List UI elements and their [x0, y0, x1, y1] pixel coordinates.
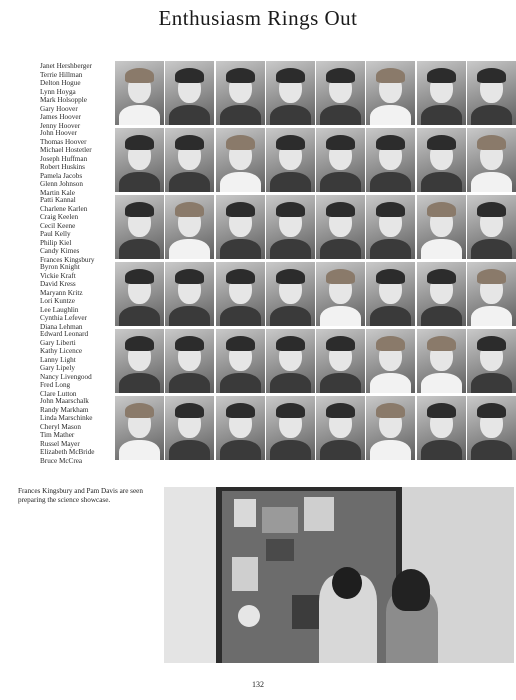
student-name: Craig Keelen [40, 213, 79, 221]
student-portrait [366, 61, 415, 125]
portrait-body [421, 239, 462, 259]
student-name: Byron Knight [40, 263, 80, 271]
student-portrait [467, 195, 516, 259]
portrait-hair [125, 403, 154, 418]
poster [292, 595, 322, 629]
portrait-body [370, 105, 411, 125]
portrait-hair [175, 135, 204, 150]
student-portrait [467, 128, 516, 192]
student-portrait [417, 396, 466, 460]
name-list [40, 397, 114, 465]
student-portrait [115, 329, 164, 393]
student-portrait [165, 195, 214, 259]
student-name: Philip Kiel [40, 238, 72, 247]
portrait-body [320, 373, 361, 393]
student-name: Tim Mather [40, 431, 75, 439]
student-name: Jenny Hoover [40, 121, 81, 130]
portrait-hair [427, 202, 456, 217]
portrait-body [471, 172, 512, 192]
student-name: Gary Hoover [40, 104, 78, 113]
page-number: 132 [252, 680, 264, 689]
portrait-body [270, 172, 311, 192]
student-portrait [216, 262, 265, 326]
student-name: John Maarschalk [40, 397, 89, 405]
portrait-body [421, 373, 462, 393]
portrait-hair [226, 403, 255, 418]
student-name: John Hoover [40, 129, 77, 137]
portrait-body [471, 306, 512, 326]
portrait-hair [175, 403, 204, 418]
student-name: Lori Kuntze [40, 297, 75, 305]
student-name: Randy Markham [40, 405, 89, 414]
portrait-body [119, 172, 160, 192]
student-portrait [417, 128, 466, 192]
portrait-hair [276, 68, 305, 83]
student-portrait [165, 396, 214, 460]
portrait-hair [326, 269, 355, 284]
portrait-hair [427, 68, 456, 83]
student-name: Russel Mayer [40, 439, 80, 448]
portrait-body [220, 172, 261, 192]
photo-caption: Frances Kingsbury and Pam Davis are seen preparing the science showcase. [18, 487, 143, 504]
student-portrait [266, 128, 315, 192]
student-portrait [115, 61, 164, 125]
portrait-body [169, 373, 210, 393]
portrait-hair [477, 336, 506, 351]
student-portrait [417, 262, 466, 326]
portrait-row [115, 396, 516, 460]
portrait-body [320, 306, 361, 326]
student-portrait [467, 329, 516, 393]
portrait-body [270, 440, 311, 460]
name-list [40, 330, 114, 398]
student-name: Janet Hershberger [40, 62, 92, 70]
portrait-hair [477, 202, 506, 217]
portrait-body [119, 306, 160, 326]
student-portrait [316, 128, 365, 192]
student-name: Robert Huskins [40, 163, 85, 171]
poster [232, 557, 258, 591]
portrait-body [320, 105, 361, 125]
portrait-hair [376, 403, 405, 418]
student-portrait [165, 61, 214, 125]
poster [304, 497, 334, 531]
portrait-body [370, 239, 411, 259]
portrait-hair [427, 269, 456, 284]
portrait-body [370, 306, 411, 326]
student-name: Lee Laughlin [40, 305, 79, 314]
student-name: Diana Lehman [40, 322, 83, 331]
portrait-body [220, 373, 261, 393]
poster [266, 539, 294, 561]
portrait-body [421, 105, 462, 125]
name-list [40, 129, 114, 197]
portrait-hair [226, 269, 255, 284]
portrait-row [115, 128, 516, 192]
student-portrait [417, 329, 466, 393]
portrait-body [169, 440, 210, 460]
name-list [40, 263, 114, 331]
student-portrait [216, 128, 265, 192]
portrait-body [471, 440, 512, 460]
portrait-row [115, 61, 516, 125]
student-portrait [266, 195, 315, 259]
student-portrait [366, 396, 415, 460]
student-portrait [316, 396, 365, 460]
student-portrait [165, 262, 214, 326]
portrait-body [169, 105, 210, 125]
globe-model [238, 605, 260, 627]
student-name: Bruce McCrea [40, 456, 83, 465]
portrait-hair [376, 135, 405, 150]
portrait-body [220, 239, 261, 259]
portrait-body [270, 306, 311, 326]
portrait-body [471, 373, 512, 393]
portrait-hair [276, 269, 305, 284]
student-portrait [366, 195, 415, 259]
student-name: Thomas Hoover [40, 137, 87, 146]
student-name: James Hoover [40, 113, 81, 121]
student-name: Clare Lutton [40, 389, 77, 398]
student-head [392, 569, 430, 611]
portrait-hair [125, 68, 154, 83]
portrait-body [270, 105, 311, 125]
portrait-hair [175, 336, 204, 351]
portrait-body [320, 440, 361, 460]
portrait-body [169, 172, 210, 192]
portrait-hair [477, 403, 506, 418]
portrait-hair [175, 68, 204, 83]
student-portrait [366, 329, 415, 393]
student-portrait [417, 61, 466, 125]
portrait-hair [125, 336, 154, 351]
portrait-hair [326, 202, 355, 217]
student-portrait [266, 396, 315, 460]
portrait-hair [125, 202, 154, 217]
portrait-body [169, 306, 210, 326]
student-name: Michael Hostetler [40, 146, 92, 154]
student-portrait [115, 262, 164, 326]
student-name: Nancy Livengood [40, 372, 92, 381]
portrait-body [471, 105, 512, 125]
student-name: Terrie Hillman [40, 70, 83, 79]
portrait-hair [226, 202, 255, 217]
portrait-hair [326, 403, 355, 418]
student-portrait [216, 396, 265, 460]
student-name: Maryann Kritz [40, 288, 83, 297]
name-list [40, 62, 114, 130]
portrait-body [270, 373, 311, 393]
portrait-row [115, 195, 516, 259]
student-portrait [165, 329, 214, 393]
student-portrait [165, 128, 214, 192]
portrait-hair [125, 135, 154, 150]
portrait-body [220, 440, 261, 460]
student-portrait [467, 61, 516, 125]
portrait-body [119, 239, 160, 259]
student-portrait [266, 329, 315, 393]
student-portrait [316, 61, 365, 125]
student-name: Charlene Karlen [40, 204, 88, 213]
student-name: Cynthia Lefever [40, 314, 87, 322]
student-name: Edward Leonard [40, 330, 89, 338]
portrait-body [119, 105, 160, 125]
portrait-body [421, 172, 462, 192]
student-name: Gary Lipely [40, 364, 75, 372]
portrait-hair [175, 269, 204, 284]
portrait-hair [376, 269, 405, 284]
wall-left [164, 487, 216, 663]
student-portrait [216, 195, 265, 259]
portrait-row [115, 262, 516, 326]
portrait-body [370, 373, 411, 393]
student-portrait [216, 61, 265, 125]
student-name: Lynn Hoyga [40, 87, 76, 96]
student-name: David Kress [40, 280, 76, 288]
portrait-hair [326, 336, 355, 351]
portrait-hair [477, 269, 506, 284]
student-portrait [366, 128, 415, 192]
portrait-body [320, 239, 361, 259]
student-name: Gary Liberti [40, 338, 76, 347]
portrait-hair [276, 202, 305, 217]
student-portrait [417, 195, 466, 259]
portrait-hair [376, 68, 405, 83]
student-name: Linda Marschinke [40, 414, 93, 422]
portrait-hair [477, 68, 506, 83]
portrait-hair [427, 135, 456, 150]
student-portrait [266, 61, 315, 125]
portrait-body [270, 239, 311, 259]
portrait-body [119, 440, 160, 460]
student-name: Delton Hogue [40, 79, 81, 87]
student-portrait [467, 262, 516, 326]
portrait-body [220, 306, 261, 326]
portrait-hair [427, 336, 456, 351]
portrait-hair [427, 403, 456, 418]
student-portrait [266, 262, 315, 326]
portrait-body [471, 239, 512, 259]
student-name: Lanny Light [40, 355, 76, 364]
portrait-hair [226, 135, 255, 150]
student-name: Martin Kale [40, 188, 75, 197]
student-head [332, 567, 362, 599]
student-name: Patti Kannal [40, 196, 76, 204]
student-portrait [467, 396, 516, 460]
portrait-body [421, 306, 462, 326]
student-name: Cheryl Mason [40, 422, 81, 431]
portrait-body [119, 373, 160, 393]
portrait-hair [376, 336, 405, 351]
portrait-hair [477, 135, 506, 150]
student-name: Kathy Licence [40, 347, 83, 355]
portrait-hair [276, 336, 305, 351]
portrait-hair [125, 269, 154, 284]
portrait-body [421, 440, 462, 460]
portrait-body [370, 172, 411, 192]
student-name: Joseph Huffman [40, 154, 88, 163]
student-portrait [366, 262, 415, 326]
student-name: Paul Kelly [40, 230, 71, 238]
portrait-row [115, 329, 516, 393]
portrait-hair [326, 68, 355, 83]
student-portrait [115, 195, 164, 259]
student-portrait [316, 195, 365, 259]
student-portrait [316, 329, 365, 393]
poster [262, 507, 298, 533]
student-name: Pamela Jacobs [40, 171, 83, 180]
portrait-body [320, 172, 361, 192]
portrait-hair [376, 202, 405, 217]
poster [234, 499, 256, 527]
student-portrait [115, 396, 164, 460]
portrait-hair [276, 135, 305, 150]
portrait-hair [276, 403, 305, 418]
page-title: Enthusiasm Rings Out [158, 6, 358, 30]
student-name: Frances Kingsbury [40, 255, 95, 264]
student-portrait [316, 262, 365, 326]
student-name: Elizabeth McBride [40, 448, 95, 456]
student-name: Glenn Johnson [40, 180, 83, 188]
portrait-body [220, 105, 261, 125]
portrait-hair [226, 336, 255, 351]
student-portrait [216, 329, 265, 393]
student-name: Fred Long [40, 381, 71, 389]
student-portrait [115, 128, 164, 192]
name-list [40, 196, 114, 264]
portrait-body [169, 239, 210, 259]
portrait-body [370, 440, 411, 460]
science-showcase-photo [164, 487, 514, 663]
portrait-hair [326, 135, 355, 150]
student-name: Vickie Kraft [40, 271, 76, 280]
student-name: Candy Kimes [40, 247, 80, 255]
student-name: Mark Holsopple [40, 96, 87, 104]
student-name: Cecil Keene [40, 221, 76, 230]
portrait-hair [226, 68, 255, 83]
portrait-hair [175, 202, 204, 217]
